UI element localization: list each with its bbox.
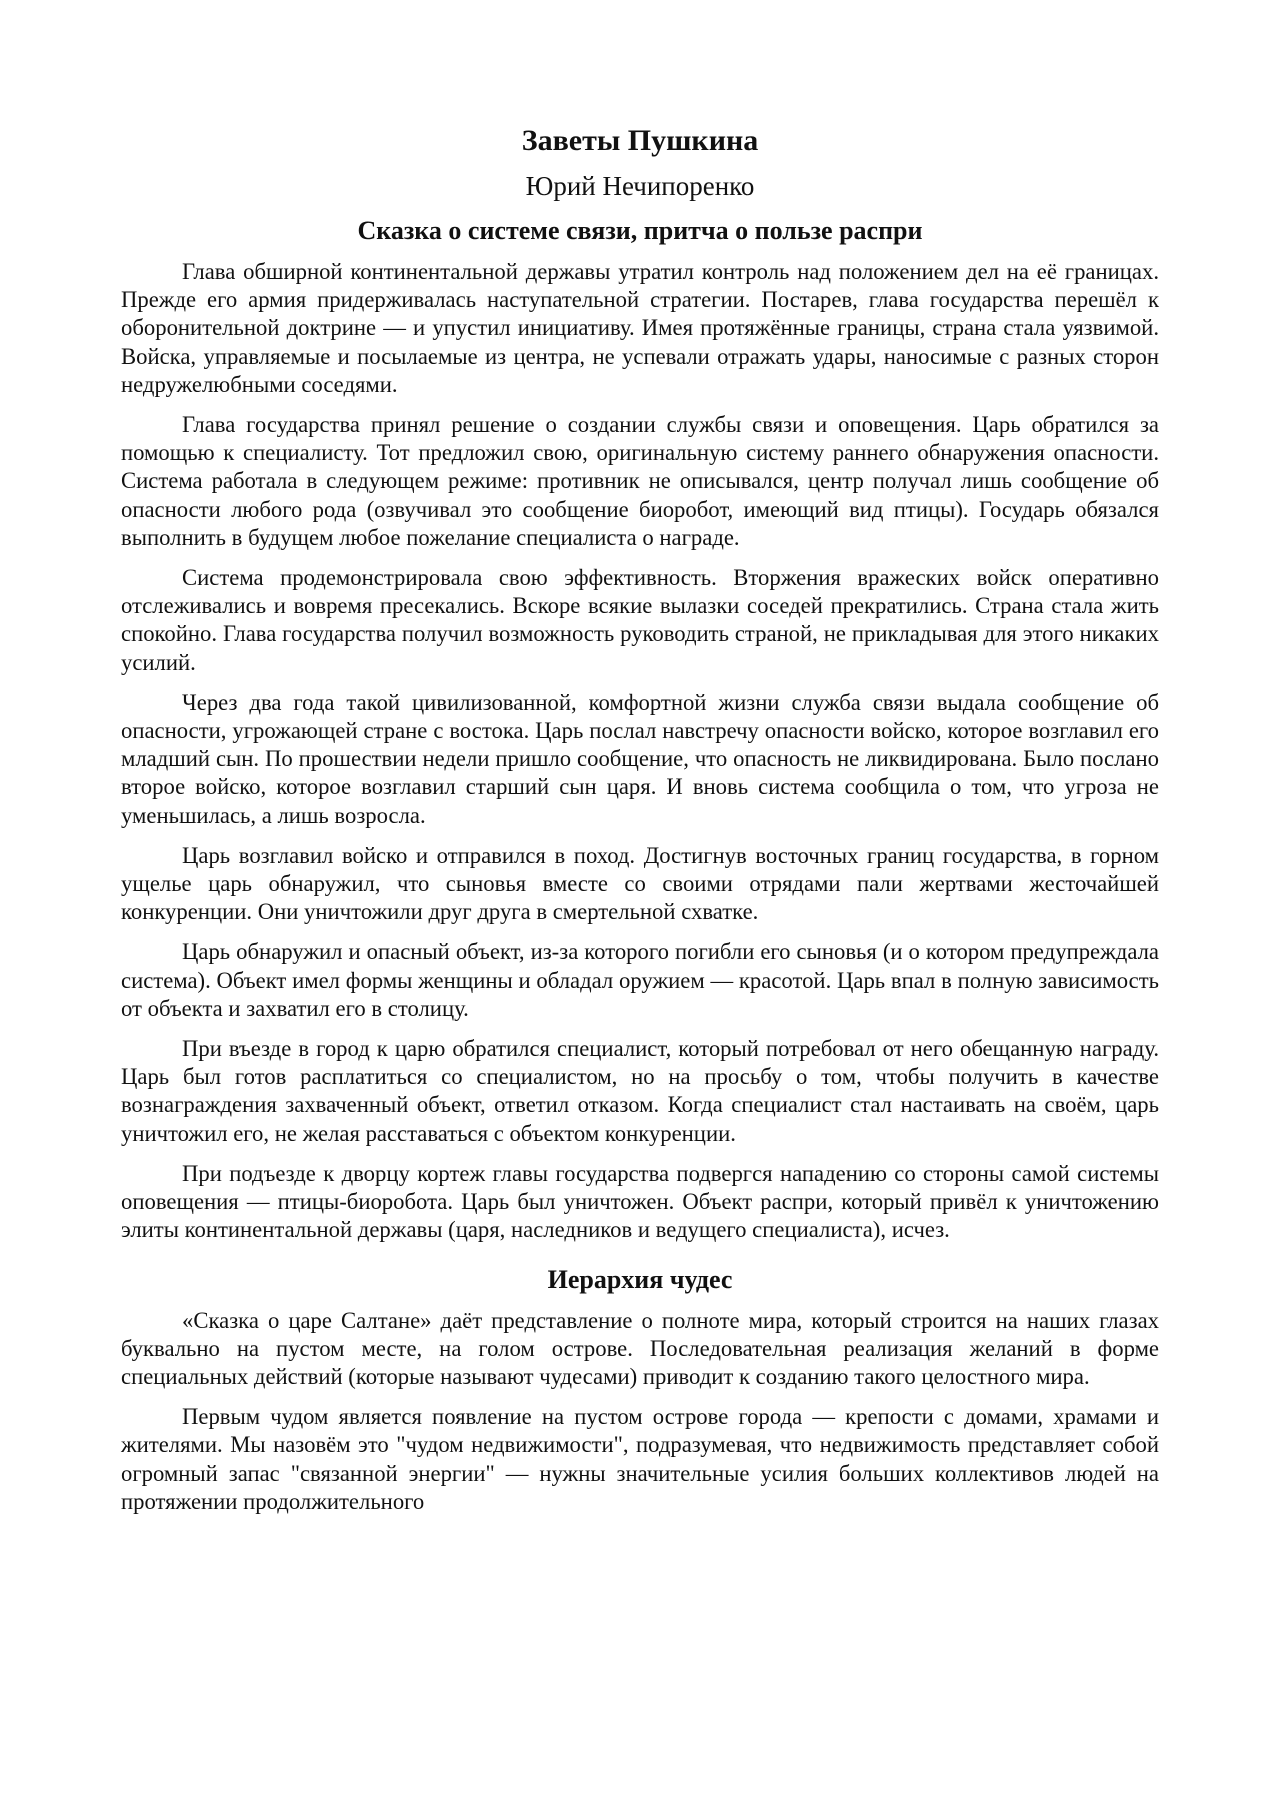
paragraph: Через два года такой цивилизованной, комфортной жизни служба связи выдала сообщение об опасности, угрожающей стране с востока. Царь послал навстречу опасности войско, которое возглавил его младший сын. По прошествии недели пришло сообщение, что опасность не ликвидирована. Было послано второе войско, которое возглавил старший сын царя. И вновь система сообщила о том, что угроза не уменьшилась, а лишь возросла. bbox=[121, 689, 1159, 828]
paragraph: Царь обнаружил и опасный объект, из-за которого погибли его сыновья (и о котором предупреждала система). Объект имел формы женщины и обладал оружием — красотой. Царь впал в полную зависимость от объекта и захватил его в столицу. bbox=[121, 939, 1159, 1021]
paragraph: Глава государства принял решение о создании службы связи и оповещения. Царь обратился за помощью к специалисту. Тот предложил свою, оригинальную систему раннего обнаружения опасности. Система работала в следующем режиме: противник не описывался, центр получал лишь сообщение об опасности любого рода (озвучивал это сообщение биоробот, имеющий вид птицы). Государь обязался выполнить в будущем любое пожелание специалиста о награде. bbox=[121, 412, 1159, 550]
document-page bbox=[121, 118, 1159, 1516]
section-communication-tale bbox=[121, 208, 1159, 1245]
paragraph: «Сказка о царе Салтане» даёт представление о полноте мира, который строится на наших глазах буквально на пустом месте, на голом острове. Последовательная реализация желаний в форме специальных действий (которые называют чудесами) приводит к созданию такого целостного мира. bbox=[121, 1307, 1159, 1389]
paragraph: Система продемонстрировала свою эффективность. Вторжения вражеских войск оперативно отслеживались и вовремя пресекались. Вскоре всякие вылазки соседей прекратились. Страна стала жить спокойно. Глава государства получил возможность руководить страной, не прикладывая для этого никаких усилий. bbox=[121, 565, 1159, 675]
document-title: Заветы Пушкина bbox=[521, 124, 759, 157]
document-author: Юрий Нечипоренко bbox=[525, 171, 755, 201]
paragraph: При въезде в город к царю обратился специалист, который потребовал от него обещанную награду. Царь был готов расплатиться со специалистом, но на просьбу о том, чтобы получить в качестве вознаграждения захваченный объект, ответил отказом. Когда специалист стал настаивать на своём, царь уничтожил его, не желая расставаться с объектом конкуренции. bbox=[121, 1036, 1159, 1146]
paragraph: Глава обширной континентальной державы утратил контроль над положением дел на её границах. Прежде его армия придерживалась наступательной стратегии. Постарев, глава государства перешёл к оборонительной доктрине — и упустил инициативу. Имея протяжённые границы, страна стала уязвимой. Войска, управляемые и посылаемые из центра, не успевали отражать удары, наносимые с разных сторон недружелюбными соседями. bbox=[121, 259, 1159, 397]
paragraph: При подъезде к дворцу кортеж главы государства подвергся нападению со стороны самой системы оповещения — птицы-биоробота. Царь был уничтожен. Объект распри, который привёл к уничтожению элиты континентальной державы (царя, наследников и ведущего специалиста), исчез. bbox=[121, 1160, 1159, 1243]
section-hierarchy-of-miracles bbox=[121, 1257, 1159, 1516]
section-heading: Сказка о системе связи, притча о пользе распри bbox=[357, 216, 923, 245]
paragraph: Первым чудом является появление на пустом острове города — крепости с домами, храмами и жителями. Мы назовём это "чудом недвижимости", подразумевая, что недвижимость представляет собой огромный запас "связанной энергии" — нужны значительные усилия больших коллективов людей на протяжении продолжительного bbox=[121, 1404, 1159, 1514]
section-heading: Иерархия чудес bbox=[547, 1264, 733, 1294]
paragraph: Царь возглавил войско и отправился в поход. Достигнув восточных границ государства, в горном ущелье царь обнаружил, что сыновья вместе со своими отрядами пали жертвами жесточайшей конкуренции. Они уничтожили друг друга в смертельной схватке. bbox=[121, 842, 1159, 925]
